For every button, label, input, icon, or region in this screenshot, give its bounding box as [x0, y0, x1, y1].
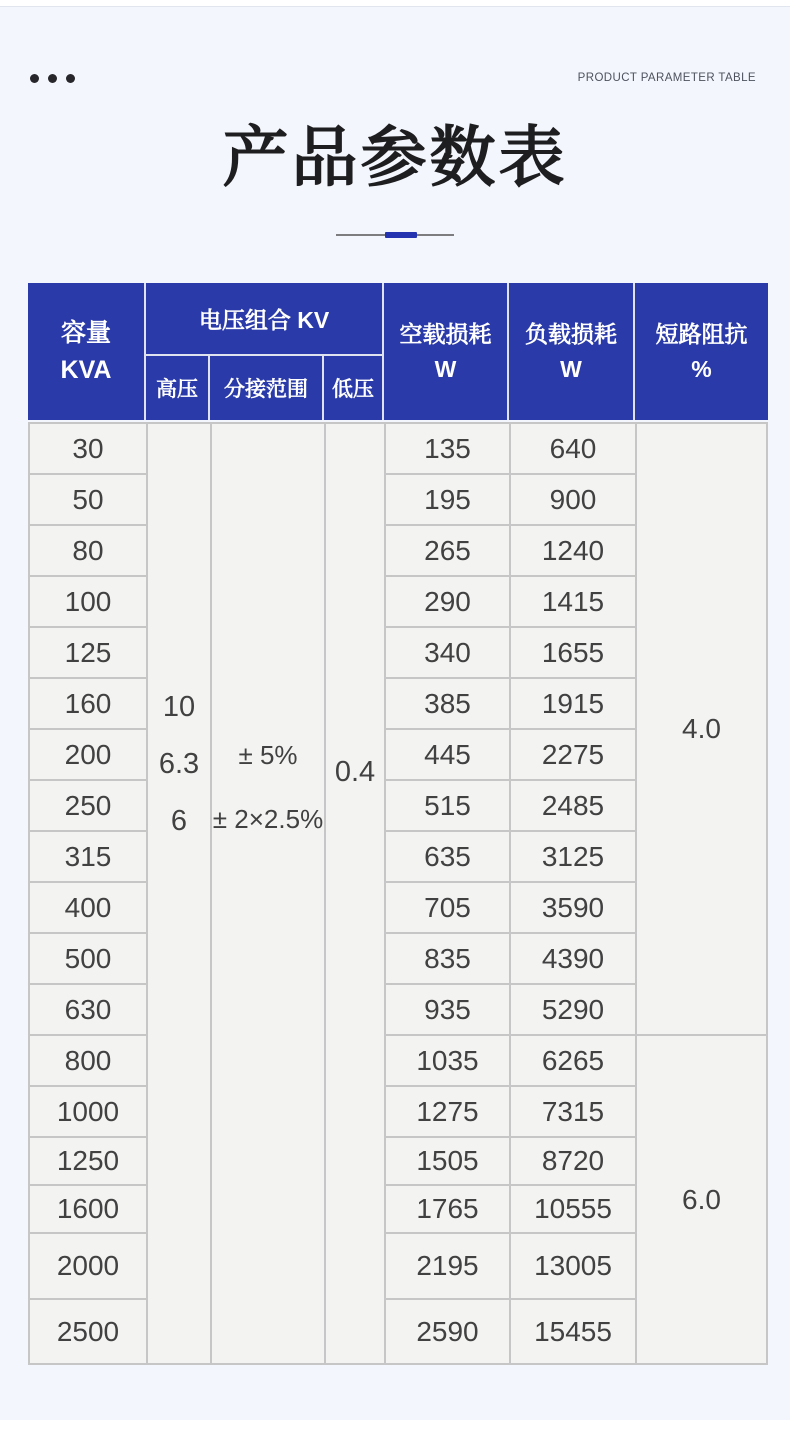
- load-cell: 4390: [511, 934, 635, 983]
- parameter-table: [28, 283, 768, 1365]
- capacity-cell: 400: [30, 883, 146, 932]
- capacity-cell: 100: [30, 577, 146, 626]
- noload-cell: 290: [386, 577, 509, 626]
- load-cell: 640: [511, 424, 635, 473]
- capacity-cell: 2500: [30, 1300, 146, 1363]
- menu-dots-icon: [30, 74, 75, 83]
- noload-cell: 445: [386, 730, 509, 779]
- hv-merged-cell-value: 6.3: [158, 748, 200, 780]
- load-cell: 10555: [511, 1186, 635, 1232]
- noload-cell: 1035: [386, 1036, 509, 1085]
- noload-cell: 705: [386, 883, 509, 932]
- capacity-cell: 50: [30, 475, 146, 524]
- impedance-cell: 4.0: [637, 424, 766, 1034]
- capacity-cell: 2000: [30, 1234, 146, 1298]
- header-load-line2: W: [560, 355, 582, 382]
- capacity-cell: 80: [30, 526, 146, 575]
- lv-merged-cell: [326, 424, 384, 1363]
- noload-cell: 635: [386, 832, 509, 881]
- noload-cell: 265: [386, 526, 509, 575]
- dot-icon: [66, 74, 75, 83]
- capacity-cell: 500: [30, 934, 146, 983]
- load-cell: 1415: [511, 577, 635, 626]
- header-voltage-group: 电压组合 KV: [146, 283, 382, 354]
- capacity-cell: 1600: [30, 1186, 146, 1232]
- load-cell: 13005: [511, 1234, 635, 1298]
- hv-merged-cell-value: 6: [170, 805, 188, 837]
- dot-icon: [30, 74, 39, 83]
- load-cell: 15455: [511, 1300, 635, 1363]
- table-header: [28, 283, 768, 420]
- noload-cell: 835: [386, 934, 509, 983]
- noload-cell: 1505: [386, 1138, 509, 1184]
- bottom-strip: [0, 1420, 790, 1429]
- header-lv: 低压: [324, 356, 382, 420]
- load-cell: 3125: [511, 832, 635, 881]
- header-hv: 高压: [146, 356, 208, 420]
- load-cell: 1655: [511, 628, 635, 677]
- capacity-cell: 160: [30, 679, 146, 728]
- load-cell: 5290: [511, 985, 635, 1034]
- header-noload-line2: W: [434, 355, 457, 382]
- load-cell: 3590: [511, 883, 635, 932]
- divider-accent: [385, 232, 417, 238]
- page-title: 产品参数表: [222, 120, 568, 194]
- header-tap: 分接范围: [210, 356, 322, 420]
- capacity-cell: 125: [30, 628, 146, 677]
- capacity-cell: 800: [30, 1036, 146, 1085]
- noload-cell: 340: [386, 628, 509, 677]
- noload-cell: 195: [386, 475, 509, 524]
- tap-merged-cell-value: ± 2×2.5%: [212, 804, 324, 834]
- load-cell: 7315: [511, 1087, 635, 1136]
- load-cell: 1240: [511, 526, 635, 575]
- load-cell: 8720: [511, 1138, 635, 1184]
- tap-merged-cell-value: ± 5%: [238, 740, 298, 770]
- lv-merged-cell-content: [326, 757, 384, 787]
- header-capacity-line2: KVA: [60, 355, 112, 384]
- header-impedance: [635, 283, 768, 420]
- noload-cell: 2590: [386, 1300, 509, 1363]
- capacity-cell: 315: [30, 832, 146, 881]
- noload-cell: 935: [386, 985, 509, 1034]
- header-load: [509, 283, 633, 420]
- hv-merged-cell-content: [148, 679, 210, 850]
- hv-merged-cell-value: 10: [162, 691, 196, 723]
- impedance-cell: 6.0: [637, 1036, 766, 1363]
- header-impedance-line2: %: [691, 355, 712, 382]
- hv-merged-cell: [148, 424, 210, 1363]
- load-cell: 2275: [511, 730, 635, 779]
- title-divider: [0, 229, 790, 241]
- noload-cell: 515: [386, 781, 509, 830]
- noload-cell: 2195: [386, 1234, 509, 1298]
- top-strip: [0, 0, 790, 7]
- capacity-cell: 30: [30, 424, 146, 473]
- load-cell: 1915: [511, 679, 635, 728]
- header-capacity-line1: 容量: [60, 318, 111, 347]
- capacity-cell: 1000: [30, 1087, 146, 1136]
- table-body: [28, 422, 768, 1365]
- eyebrow-text: PRODUCT PARAMETER TABLE: [577, 72, 756, 84]
- noload-cell: 135: [386, 424, 509, 473]
- noload-cell: 1765: [386, 1186, 509, 1232]
- capacity-cell: 200: [30, 730, 146, 779]
- tap-merged-cell-content: [212, 723, 324, 851]
- capacity-cell: 250: [30, 781, 146, 830]
- lv-merged-cell-value: 0.4: [334, 756, 376, 788]
- capacity-cell: 1250: [30, 1138, 146, 1184]
- header-noload-line1: 空载损耗: [399, 320, 492, 347]
- header-noload: [384, 283, 507, 420]
- header-load-line1: 负载损耗: [525, 320, 617, 347]
- load-cell: 900: [511, 475, 635, 524]
- dot-icon: [48, 74, 57, 83]
- header-capacity: [28, 283, 144, 420]
- noload-cell: 1275: [386, 1087, 509, 1136]
- load-cell: 6265: [511, 1036, 635, 1085]
- tap-merged-cell: [212, 424, 324, 1363]
- noload-cell: 385: [386, 679, 509, 728]
- capacity-cell: 630: [30, 985, 146, 1034]
- load-cell: 2485: [511, 781, 635, 830]
- header-impedance-line1: 短路阻抗: [655, 320, 748, 347]
